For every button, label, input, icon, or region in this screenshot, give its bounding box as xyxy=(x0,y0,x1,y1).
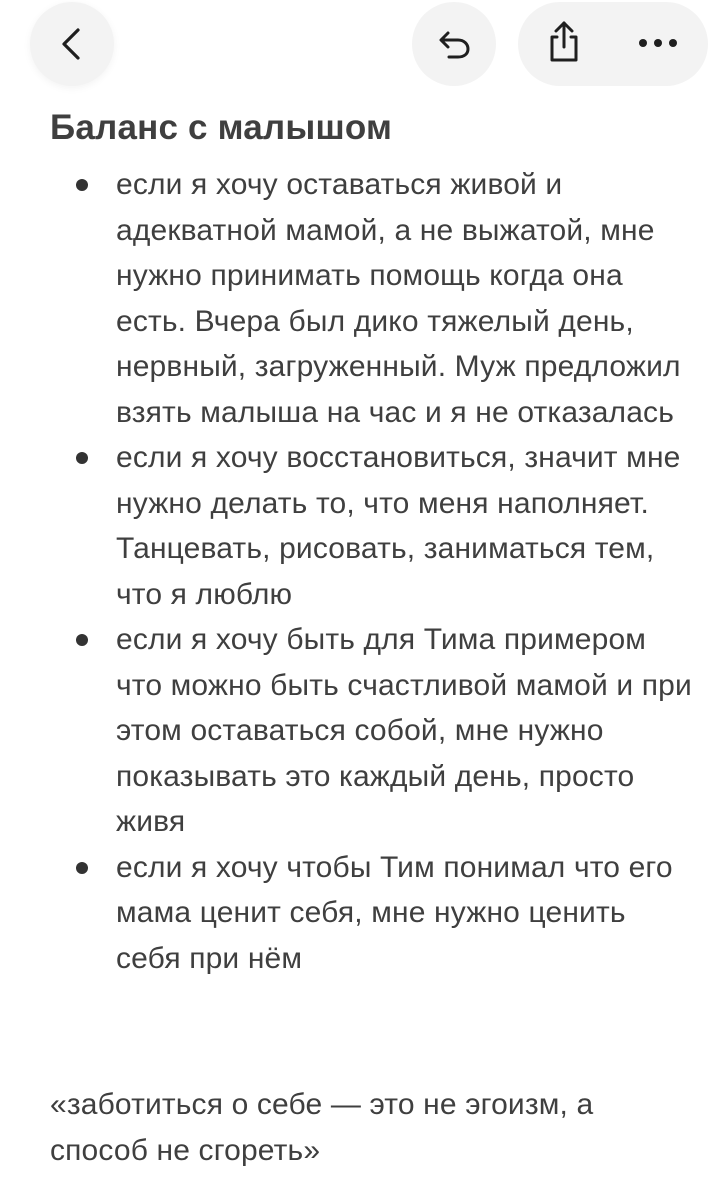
list-item xyxy=(50,617,695,845)
share-more-group xyxy=(518,2,708,86)
article-title: Баланс с малышом xyxy=(50,108,393,147)
bullet-dot-icon xyxy=(76,179,88,191)
list-item xyxy=(50,435,695,617)
list-item xyxy=(50,162,695,435)
article-content xyxy=(50,102,695,981)
undo-arrow-icon xyxy=(436,26,474,62)
list-item-text: если я хочу оставаться живой и адекватной мамой, а не выжатой, мне нужно принимать помощь когда она есть. Вчера был дико тяжелый день, нервный, загруженный. Муж предложил взять малыша на час и я не отказалась xyxy=(116,168,681,429)
bullet-dot-icon xyxy=(76,634,88,646)
bullet-dot-icon xyxy=(76,452,88,464)
chevron-left-icon xyxy=(58,26,86,62)
closing-quote: «заботиться о себе — это не эгоизм, а способ не сгореть» xyxy=(50,1088,594,1167)
undo-button[interactable] xyxy=(412,2,496,86)
action-buttons xyxy=(412,2,708,86)
bullet-list xyxy=(50,162,695,981)
top-toolbar xyxy=(0,0,721,100)
list-item-text: если я хочу быть для Тима примером что можно быть счастливой мамой и при этом оставаться собой, мне нужно показывать это каждый день, просто живя xyxy=(116,623,692,838)
list-item-text: если я хочу чтобы Тим понимал что его мама ценит себя, мне нужно ценить себя при нём xyxy=(116,850,673,975)
more-horizontal-icon[interactable] xyxy=(636,33,680,58)
list-item-text: если я хочу восстановиться, значит мне нужно делать то, что меня наполняет. Танцевать, рисовать, заниматься тем, что я люблю xyxy=(116,441,681,611)
back-button[interactable] xyxy=(30,2,114,86)
list-item xyxy=(50,845,695,982)
bullet-dot-icon xyxy=(76,862,88,874)
share-icon[interactable] xyxy=(546,20,582,69)
